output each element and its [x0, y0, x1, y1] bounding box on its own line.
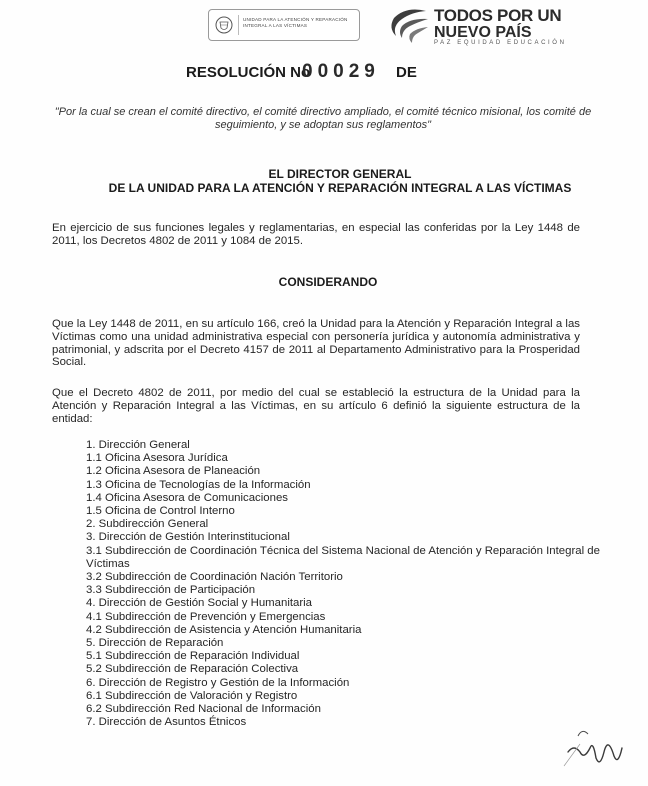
- director-entity: DE LA UNIDAD PARA LA ATENCIÓN Y REPARACIÓN INTEGRAL A LAS VÍCTIMAS: [108, 181, 572, 195]
- header-divider: [238, 15, 239, 35]
- structure-item: 5.1 Subdirección de Reparación Individual: [86, 650, 300, 663]
- institution-header: [208, 9, 360, 41]
- structure-item: 1.5 Oficina de Control Interno: [86, 505, 235, 518]
- resolution-date-label: DE: [396, 64, 417, 81]
- unit-name: UNIDAD PARA LA ATENCIÓN Y REPARACIÓN INTEGRAL A LAS VÍCTIMAS: [243, 17, 348, 28]
- director-title: EL DIRECTOR GENERAL: [268, 167, 412, 181]
- considerando-paragraph-2: Que el Decreto 4802 de 2011, por medio del cual se estableció la estructura de la Unidad para la Atención y Reparación Integral a las Víctimas, en su artículo 6 definió la siguiente estructura de la entidad:: [52, 387, 580, 425]
- structure-item: 6.1 Subdirección de Valoración y Registro: [86, 689, 298, 702]
- structure-item: 6. Dirección de Registro y Gestión de la Información: [86, 676, 350, 689]
- slogan-line-1: TODOS POR UN: [434, 6, 562, 25]
- structure-item: 5. Dirección de Reparación: [86, 637, 224, 650]
- resolution-label: RESOLUCIÓN No: [186, 64, 311, 81]
- government-logo-icon: [388, 6, 430, 44]
- structure-item: 1. Dirección General: [86, 439, 190, 451]
- structure-item: 1.2 Oficina Asesora de Planeación: [86, 465, 261, 478]
- coat-of-arms-icon: [215, 16, 233, 34]
- structure-item: 4. Dirección de Gestión Social y Humanitaria: [86, 597, 313, 610]
- structure-item: 3. Dirección de Gestión Interinstitucional: [86, 531, 290, 544]
- slogan-line-2: NUEVO PAÍS: [434, 24, 532, 41]
- considerando-heading: CONSIDERANDO: [278, 275, 378, 289]
- director-heading: [40, 167, 640, 195]
- resolution-number: 00029: [302, 61, 380, 82]
- slogan-subtitle: PAZ EQUIDAD EDUCACIÓN: [434, 40, 567, 46]
- structure-item: 3.2 Subdirección de Coordinación Nación Territorio: [86, 571, 343, 584]
- intro-paragraph: En ejercicio de sus funciones legales y reglamentarias, en especial las conferidas por la Ley 1448 de 2011, los Decretos 4802 de 2011 y 1084 de 2015.: [52, 222, 580, 247]
- structure-item: 7. Dirección de Asuntos Étnicos: [86, 716, 247, 729]
- structure-item: 5.2 Subdirección de Reparación Colectiva: [86, 663, 299, 676]
- structure-item: 3.3 Subdirección de Participación: [86, 584, 256, 597]
- structure-item: 1.1 Oficina Asesora Jurídica: [86, 452, 228, 465]
- structure-item: 1.4 Oficina Asesora de Comunicaciones: [86, 491, 288, 504]
- structure-list: [86, 439, 606, 729]
- structure-item: 4.2 Subdirección de Asistencia y Atención Humanitaria: [86, 623, 362, 636]
- structure-item: 2. Subdirección General: [86, 518, 209, 531]
- structure-item: 3.1 Subdirección de Coordinación Técnica del Sistema Nacional de Atención y Reparación Integral de Víctimas: [86, 544, 600, 570]
- handwritten-initials-icon: [560, 722, 630, 774]
- resolution-subtitle: "Por la cual se crean el comité directivo, el comité directivo ampliado, el comité técnico misional, los comité de seguimiento, y se adoptan sus reglamentos": [54, 106, 592, 131]
- structure-item: 1.3 Oficina de Tecnologías de la Información: [86, 478, 311, 491]
- considerando-paragraph-1: Que la Ley 1448 de 2011, en su artículo 166, creó la Unidad para la Atención y Reparación Integral a las Víctimas como una unidad administrativa especial con personería jurídica y autonomía administrativa y patrimonial, y adscrita por el Decreto 4157 de 2011 al Departamento Administrativo para la Prosperidad Social.: [52, 318, 580, 369]
- structure-item: 6.2 Subdirección Red Nacional de Información: [86, 703, 321, 716]
- structure-item: 4.1 Subdirección de Prevención y Emergencias: [86, 610, 326, 623]
